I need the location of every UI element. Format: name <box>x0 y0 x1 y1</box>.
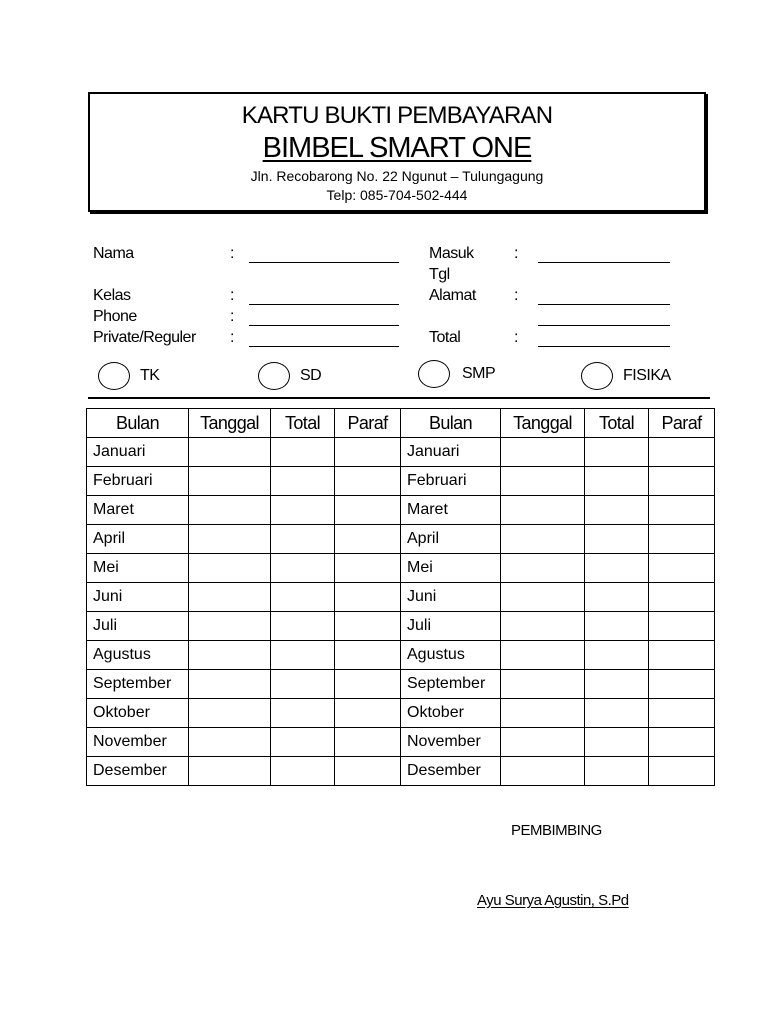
tanggal-cell-2[interactable] <box>501 496 585 525</box>
total-cell-2[interactable] <box>585 612 649 641</box>
col-header-total-2: Total <box>585 409 649 438</box>
option-label-fisika: FISIKA <box>623 367 671 384</box>
total-cell-2[interactable] <box>585 496 649 525</box>
month-cell: April <box>87 525 189 554</box>
card-title: KARTU BUKTI PEMBAYARAN <box>241 102 553 129</box>
month-cell: Maret <box>87 496 189 525</box>
paraf-cell-2[interactable] <box>649 583 715 612</box>
option-label-smp: SMP <box>462 365 496 382</box>
total-cell-2[interactable] <box>585 467 649 496</box>
tanggal-cell[interactable] <box>189 641 271 670</box>
total-cell[interactable] <box>271 438 335 467</box>
tanggal-cell-2[interactable] <box>501 612 585 641</box>
total-cell[interactable] <box>271 670 335 699</box>
table-row <box>87 699 715 728</box>
header-box <box>88 92 706 212</box>
paraf-cell[interactable] <box>335 699 401 728</box>
month-cell-2: Agustus <box>401 641 501 670</box>
col-header-bulan-2: Bulan <box>401 409 501 438</box>
total-cell[interactable] <box>271 525 335 554</box>
table-row <box>87 496 715 525</box>
month-cell-2: Juni <box>401 583 501 612</box>
masuk-tgl-field[interactable] <box>538 247 670 263</box>
table-row <box>87 554 715 583</box>
col-header-tanggal-2: Tanggal <box>501 409 585 438</box>
month-cell-2: Oktober <box>401 699 501 728</box>
total-cell[interactable] <box>271 612 335 641</box>
month-cell: Juli <box>87 612 189 641</box>
phone-field[interactable] <box>249 310 399 326</box>
table-row <box>87 641 715 670</box>
month-cell-2: Februari <box>401 467 501 496</box>
month-cell-2: Mei <box>401 554 501 583</box>
total-cell-2[interactable] <box>585 670 649 699</box>
total-cell[interactable] <box>271 467 335 496</box>
tanggal-cell-2[interactable] <box>501 699 585 728</box>
tanggal-cell[interactable] <box>189 699 271 728</box>
col-header-paraf-2: Paraf <box>649 409 715 438</box>
month-cell: Desember <box>87 757 189 786</box>
nama-field[interactable] <box>249 247 399 263</box>
paraf-cell-2[interactable] <box>649 438 715 467</box>
private-reguler-label: Private/Reguler <box>93 329 196 346</box>
total-label: Total <box>429 329 461 346</box>
total-cell[interactable] <box>271 641 335 670</box>
month-cell-2: Desember <box>401 757 501 786</box>
total-colon: : <box>514 329 518 346</box>
signature-role: PEMBIMBING <box>511 822 602 839</box>
tanggal-cell-2[interactable] <box>501 583 585 612</box>
total-cell-2[interactable] <box>585 554 649 583</box>
radio-circle-icon[interactable] <box>581 362 613 390</box>
total-cell-2[interactable] <box>585 699 649 728</box>
col-header-tanggal: Tanggal <box>189 409 271 438</box>
paraf-cell[interactable] <box>335 670 401 699</box>
tanggal-cell[interactable] <box>189 757 271 786</box>
tanggal-cell[interactable] <box>189 525 271 554</box>
tanggal-cell-2[interactable] <box>501 554 585 583</box>
month-cell: Februari <box>87 467 189 496</box>
tgl-label: Tgl <box>429 266 450 283</box>
paraf-cell[interactable] <box>335 525 401 554</box>
total-cell[interactable] <box>271 554 335 583</box>
total-cell-2[interactable] <box>585 438 649 467</box>
total-cell-2[interactable] <box>585 728 649 757</box>
tanggal-cell[interactable] <box>189 583 271 612</box>
paraf-cell-2[interactable] <box>649 554 715 583</box>
private-reguler-colon: : <box>230 329 234 346</box>
paraf-cell[interactable] <box>335 641 401 670</box>
month-cell-2: September <box>401 670 501 699</box>
tanggal-cell-2[interactable] <box>501 728 585 757</box>
nama-colon: : <box>230 245 234 262</box>
paraf-cell-2[interactable] <box>649 728 715 757</box>
option-label-tk: TK <box>140 367 160 384</box>
paraf-cell-2[interactable] <box>649 612 715 641</box>
table-row <box>87 583 715 612</box>
alamat-field[interactable] <box>538 289 670 305</box>
radio-circle-icon[interactable] <box>418 360 450 388</box>
institution-name: BIMBEL SMART ONE <box>262 132 532 164</box>
tanggal-cell[interactable] <box>189 467 271 496</box>
total-cell[interactable] <box>271 583 335 612</box>
month-cell-2: April <box>401 525 501 554</box>
col-header-total: Total <box>271 409 335 438</box>
month-cell: Juni <box>87 583 189 612</box>
paraf-cell[interactable] <box>335 467 401 496</box>
section-divider <box>88 397 710 399</box>
table-row <box>87 525 715 554</box>
month-cell: Januari <box>87 438 189 467</box>
option-label-sd: SD <box>300 367 322 384</box>
paraf-cell-2[interactable] <box>649 699 715 728</box>
tanggal-cell-2[interactable] <box>501 670 585 699</box>
tanggal-cell[interactable] <box>189 728 271 757</box>
month-cell: November <box>87 728 189 757</box>
radio-circle-icon[interactable] <box>258 362 290 390</box>
paraf-cell[interactable] <box>335 438 401 467</box>
table-row <box>87 670 715 699</box>
paraf-cell[interactable] <box>335 612 401 641</box>
paraf-cell[interactable] <box>335 583 401 612</box>
total-cell[interactable] <box>271 496 335 525</box>
col-header-paraf: Paraf <box>335 409 401 438</box>
tanggal-cell-2[interactable] <box>501 757 585 786</box>
month-cell-2: Juli <box>401 612 501 641</box>
month-cell-2: Januari <box>401 438 501 467</box>
payment-table <box>86 408 715 786</box>
paraf-cell[interactable] <box>335 728 401 757</box>
table-header-row <box>87 409 715 438</box>
masuk-label: Masuk <box>429 245 474 262</box>
tanggal-cell-2[interactable] <box>501 525 585 554</box>
phone-label: Phone <box>93 308 137 325</box>
tanggal-cell-2[interactable] <box>501 641 585 670</box>
tanggal-cell-2[interactable] <box>501 438 585 467</box>
tanggal-cell[interactable] <box>189 670 271 699</box>
tanggal-cell[interactable] <box>189 612 271 641</box>
kelas-label: Kelas <box>93 287 131 304</box>
month-cell-2: Maret <box>401 496 501 525</box>
alamat-colon: : <box>514 287 518 304</box>
total-cell-2[interactable] <box>585 757 649 786</box>
total-cell-2[interactable] <box>585 583 649 612</box>
paraf-cell-2[interactable] <box>649 525 715 554</box>
month-cell: Mei <box>87 554 189 583</box>
month-cell: Oktober <box>87 699 189 728</box>
table-row <box>87 438 715 467</box>
table-row <box>87 757 715 786</box>
paraf-cell-2[interactable] <box>649 496 715 525</box>
paraf-cell-2[interactable] <box>649 641 715 670</box>
total-cell-2[interactable] <box>585 641 649 670</box>
kelas-colon: : <box>230 287 234 304</box>
tanggal-cell-2[interactable] <box>501 467 585 496</box>
paraf-cell[interactable] <box>335 757 401 786</box>
tanggal-cell[interactable] <box>189 554 271 583</box>
radio-circle-icon[interactable] <box>98 362 130 390</box>
col-header-bulan: Bulan <box>87 409 189 438</box>
kelas-field[interactable] <box>249 289 399 305</box>
paraf-cell[interactable] <box>335 496 401 525</box>
masuk-colon: : <box>514 245 518 262</box>
total-field[interactable] <box>538 331 670 347</box>
total-cell[interactable] <box>271 728 335 757</box>
paraf-cell-2[interactable] <box>649 467 715 496</box>
institution-phone: Telp: 085-704-502-444 <box>326 187 468 203</box>
table-row <box>87 467 715 496</box>
total-cell-2[interactable] <box>585 525 649 554</box>
table-row <box>87 728 715 757</box>
alamat-label: Alamat <box>429 287 476 304</box>
tanggal-cell[interactable] <box>189 438 271 467</box>
month-cell: Agustus <box>87 641 189 670</box>
month-cell: September <box>87 670 189 699</box>
alamat-field-line2[interactable] <box>538 310 670 326</box>
tanggal-cell[interactable] <box>189 496 271 525</box>
signature-name: Ayu Surya Agustin, S.Pd <box>477 892 629 909</box>
institution-address: Jln. Recobarong No. 22 Ngunut – Tulungagung <box>250 168 544 184</box>
paraf-cell-2[interactable] <box>649 757 715 786</box>
nama-label: Nama <box>93 245 134 262</box>
paraf-cell-2[interactable] <box>649 670 715 699</box>
phone-colon: : <box>230 308 234 325</box>
paraf-cell[interactable] <box>335 554 401 583</box>
month-cell-2: November <box>401 728 501 757</box>
total-cell[interactable] <box>271 699 335 728</box>
table-row <box>87 612 715 641</box>
private-reguler-field[interactable] <box>249 331 399 347</box>
total-cell[interactable] <box>271 757 335 786</box>
